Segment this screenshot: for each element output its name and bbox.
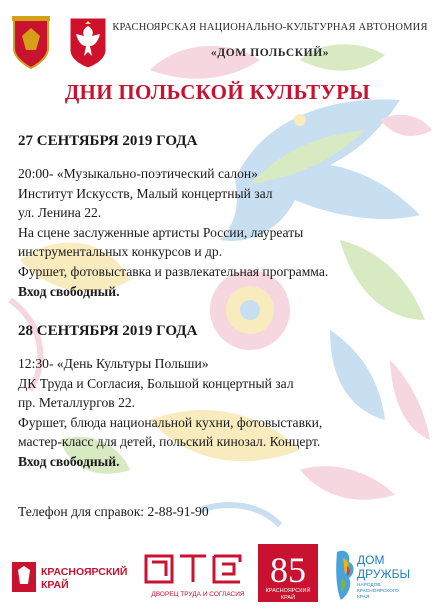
anniversary-caption-1: КРАСНОЯРСКИЙ bbox=[265, 588, 311, 594]
druzhby-logo-text-2: ДРУЖБЫ bbox=[357, 567, 411, 581]
krai-logo-text-1: КРАСНОЯРСКИЙ bbox=[41, 566, 128, 578]
event-line: ул. Ленина 22. bbox=[18, 205, 102, 221]
event-date: 27 СЕНТЯБРЯ 2019 ГОДА bbox=[18, 133, 198, 149]
event-line: пр. Металлургов 22. bbox=[18, 395, 136, 411]
event-line: ДК Труда и Согласия, Большой концертный зал bbox=[18, 375, 294, 391]
event-line: Фуршет, блюда национальной кухни, фотовыставки, bbox=[18, 414, 323, 430]
druzhby-caption-3: КРАЯ bbox=[357, 595, 370, 600]
anniversary-caption-2: КРАЙ bbox=[280, 595, 296, 601]
dts-logo bbox=[142, 550, 254, 600]
dom-druzhby-logo bbox=[333, 544, 431, 604]
polish-eagle-emblem bbox=[66, 14, 110, 70]
organization-subname: «ДОМ ПОЛЬСКИЙ» bbox=[210, 47, 330, 59]
event-entry: Вход свободный. bbox=[18, 453, 120, 469]
organization-name: КРАСНОЯРСКАЯ НАЦИОНАЛЬНО-КУЛЬТУРНАЯ АВТОНОМИЯ bbox=[112, 22, 428, 33]
contact-phone: Телефон для справок: 2-88-91-90 bbox=[18, 504, 209, 519]
event-details bbox=[18, 354, 428, 472]
event-entry: Вход свободный. bbox=[18, 283, 120, 299]
event-line: Институт Искусств, Малый концертный зал bbox=[18, 185, 273, 201]
druzhby-caption-1: НАРОДОВ bbox=[357, 583, 381, 588]
event-line: Фуршет, фотовыставка и развлекательная программа. bbox=[18, 263, 329, 279]
page-title: ДНИ ПОЛЬСКОЙ КУЛЬТУРЫ bbox=[64, 80, 371, 104]
krai-85-anniversary-logo bbox=[258, 544, 318, 602]
anniversary-number: 85 bbox=[270, 550, 306, 590]
event-line: 20:00- «Музыкально-поэтический салон» bbox=[18, 166, 258, 181]
event-line: мастер-класс для детей, польский кинозал. Концерт. bbox=[18, 434, 321, 450]
event-line: инструментальных конкурсов и др. bbox=[18, 244, 223, 260]
krasnoyarsk-coat-of-arms bbox=[8, 14, 54, 70]
event-details bbox=[18, 164, 428, 301]
event-date: 28 СЕНТЯБРЯ 2019 ГОДА bbox=[18, 323, 198, 339]
event-line: На сцене заслуженные артисты России, лауреаты bbox=[18, 224, 304, 240]
krasnoyarsk-krai-logo bbox=[12, 560, 136, 594]
druzhby-logo-text-1: ДОМ bbox=[357, 553, 385, 567]
krai-logo-text-2: КРАЙ bbox=[41, 579, 69, 591]
dts-logo-caption: ДВОРЕЦ ТРУДА И СОГЛАСИЯ bbox=[151, 591, 245, 598]
druzhby-caption-2: КРАСНОЯРСКОГО bbox=[357, 589, 399, 594]
event-line: 12:30- «День Культуры Польши» bbox=[18, 356, 209, 371]
